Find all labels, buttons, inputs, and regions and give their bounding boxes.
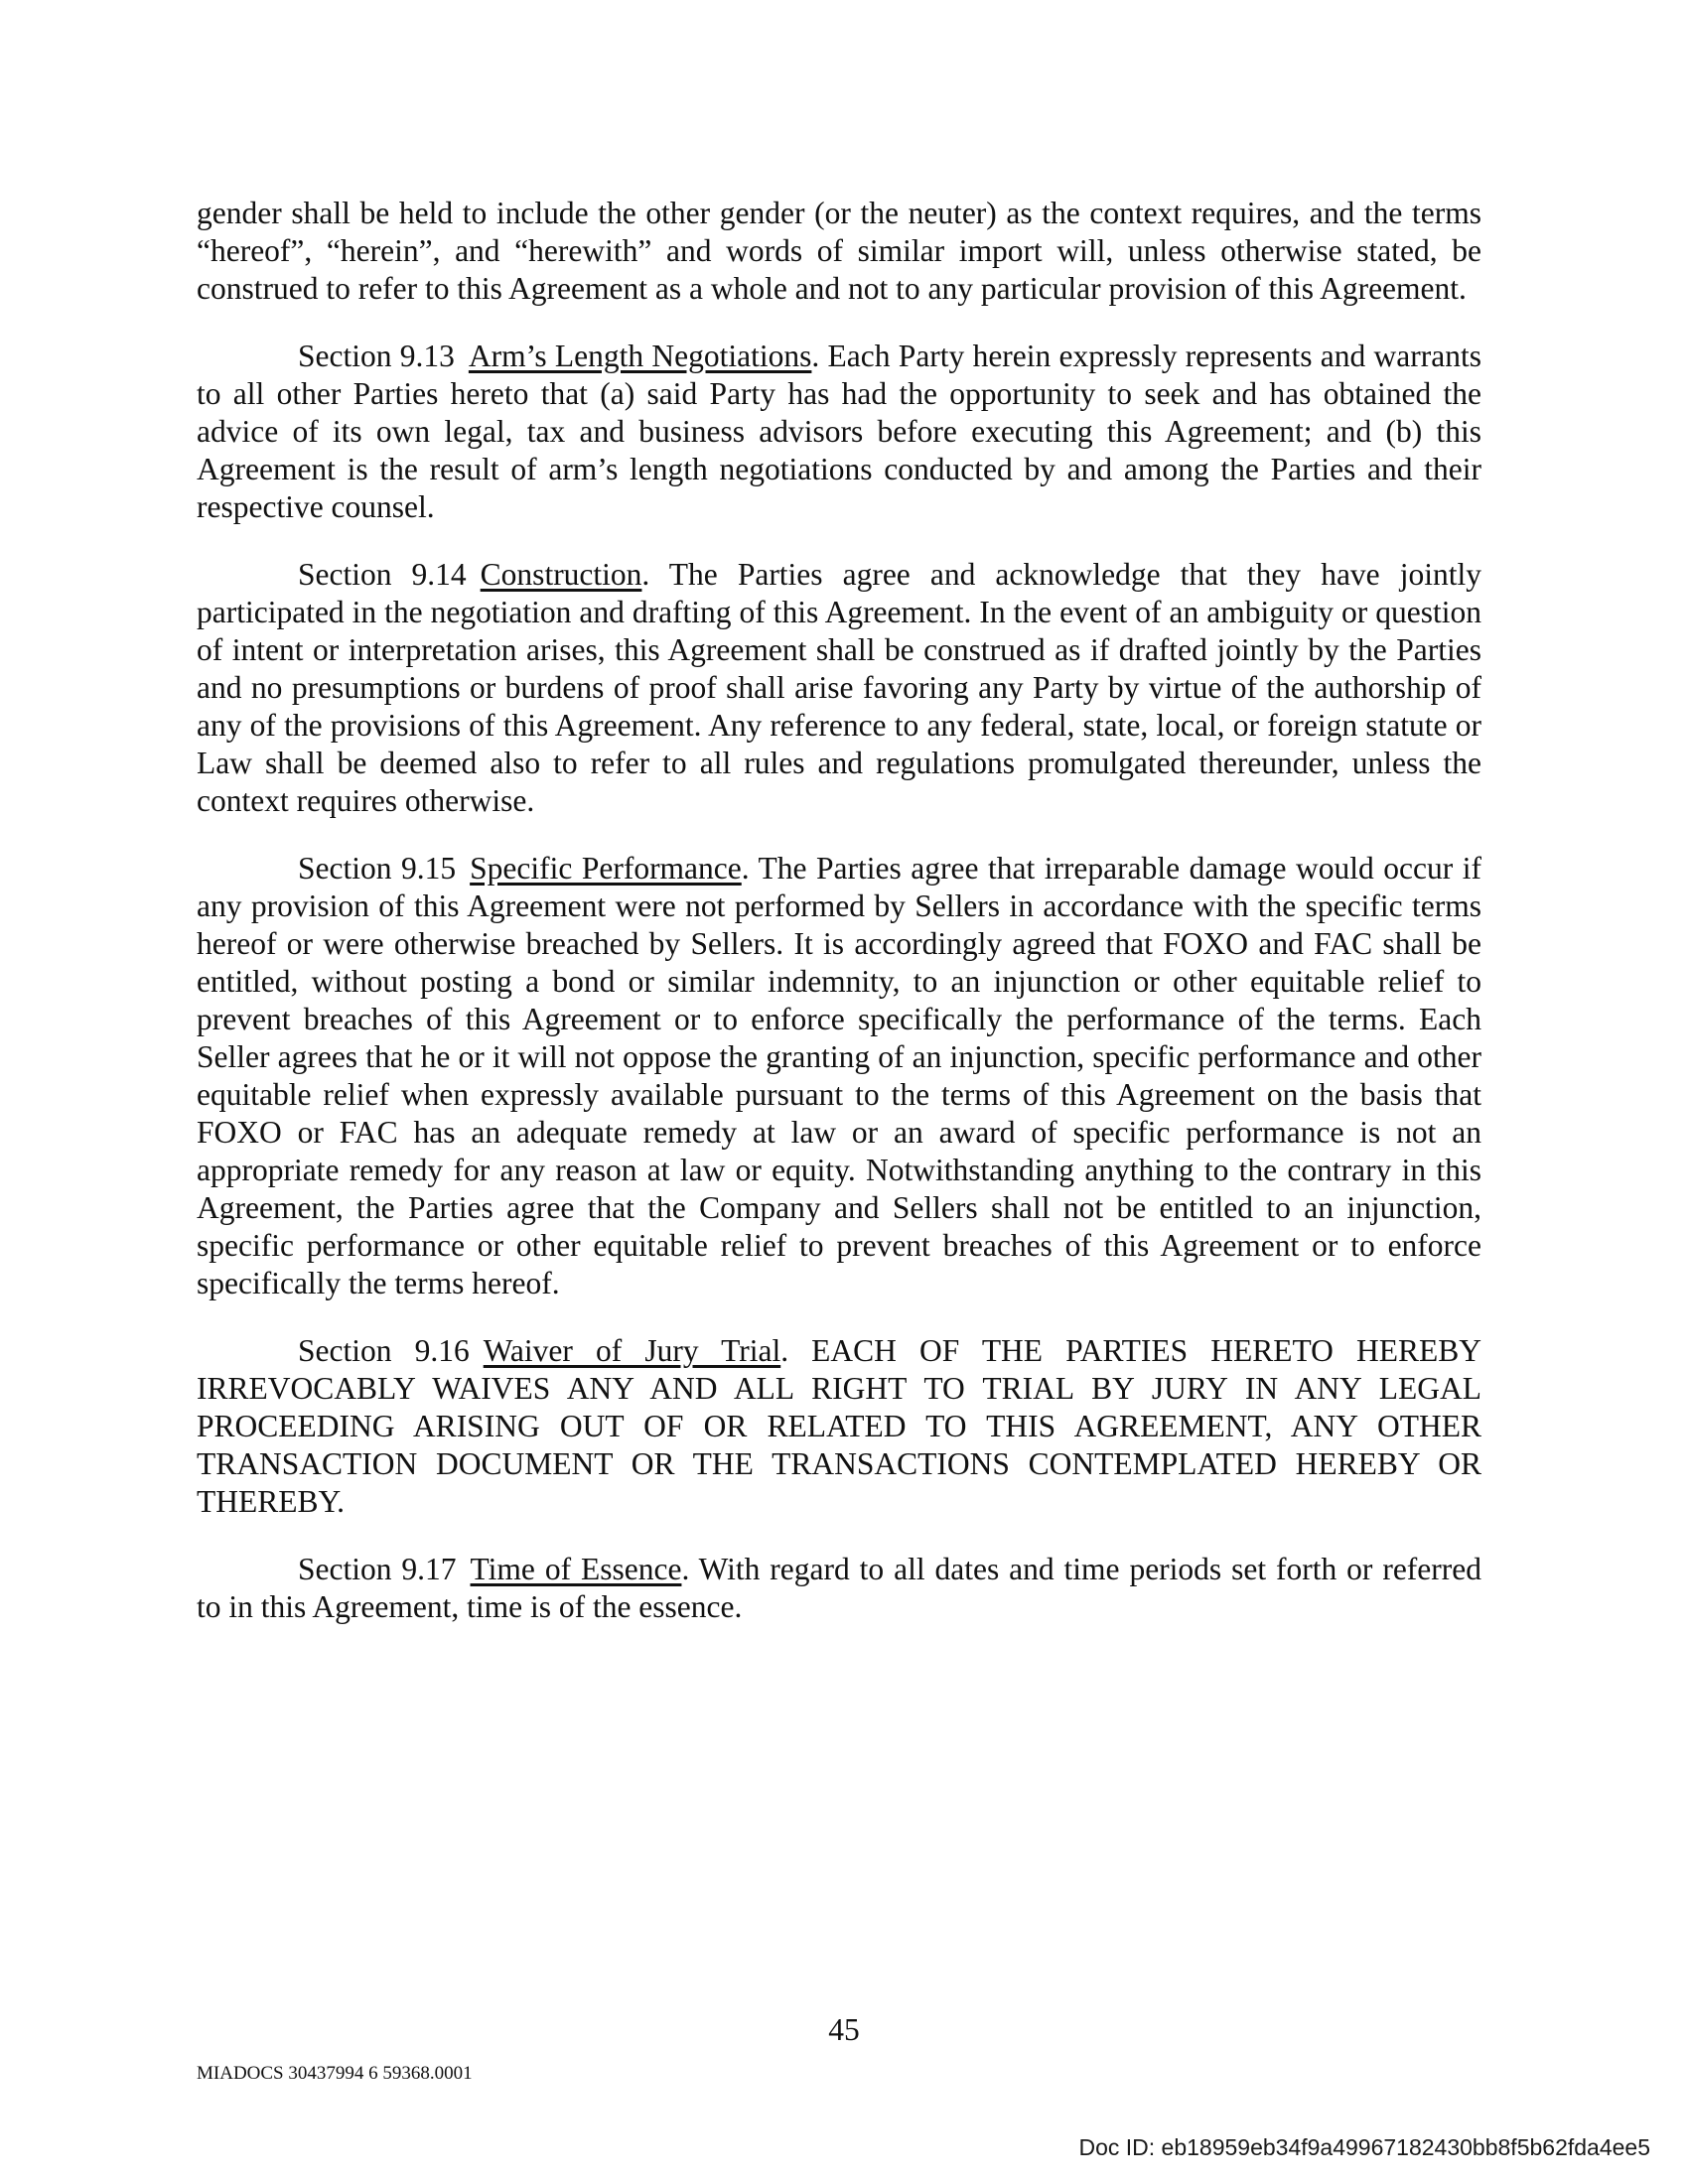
section-body: . EACH OF THE PARTIES HERETO HEREBY IRREVOCABLY WAIVES ANY AND ALL RIGHT TO TRIAL BY JURY IN ANY LEGAL PROCEEDING ARISING OUT OF OR RELATED TO THIS AGREEMENT, ANY OTHER TRANSACTION DOCUMENT OR THE TRANSACTIONS CONTEMPLATED HEREBY OR THEREBY. — [197, 1333, 1481, 1519]
section-9-13 — [197, 338, 1481, 526]
intro-paragraph: gender shall be held to include the other gender (or the neuter) as the context requires, and the terms “hereof”, “herein”, and “herewith” and words of similar import will, unless otherwise stated, be construed to refer to this Agreement as a whole and not to any particular provision of this Agreement. — [197, 196, 1481, 306]
section-number: Section 9.13 — [298, 339, 455, 373]
doc-id: Doc ID: eb18959eb34f9a49967182430bb8f5b62fda4ee5 — [1078, 2134, 1650, 2160]
section-body: . The Parties agree that irreparable damage would occur if any provision of this Agreement were not performed by Sellers in accordance with the specific terms hereof or were otherwise breached by Sellers. It is accordingly agreed that FOXO and FAC shall be entitled, without posting a bond or similar indemnity, to an injunction or other equitable relief to prevent breaches of this Agreement or to enforce specifically the performance of the terms. Each Seller agrees that he or it will not oppose the granting of an injunction, specific performance and other equitable relief when expressly available pursuant to the terms of this Agreement on the basis that FOXO or FAC has an adequate remedy at law or an award of specific performance is not an appropriate remedy for any reason at law or equity. Notwithstanding anything to the contrary in this Agreement, the Parties agree that the Company and Sellers shall not be entitled to an injunction, specific performance or other equitable relief to prevent breaches of this Agreement or to enforce specifically the terms hereof. — [197, 851, 1481, 1300]
section-number: Section 9.16 — [298, 1333, 470, 1368]
section-body: . With regard to all dates and time periods set forth or referred to in this Agreement, time is of the essence. — [197, 1552, 1481, 1624]
section-body: . Each Party herein expressly represents and warrants to all other Parties hereto that (a) said Party has had the opportunity to seek and has obtained the advice of its own legal, tax and business advisors before executing this Agreement; and (b) this Agreement is the result of arm’s length negotiations conducted by and among the Parties and their respective counsel. — [197, 339, 1481, 524]
section-title: Arm’s Length Negotiations — [468, 339, 812, 373]
section-number: Section 9.14 — [298, 557, 467, 592]
document-reference: MIADOCS 30437994 6 59368.0001 — [197, 2063, 473, 2084]
section-number: Section 9.15 — [298, 851, 457, 886]
document-body — [197, 195, 1481, 1656]
section-9-16 — [197, 1332, 1481, 1521]
section-9-15 — [197, 850, 1481, 1302]
section-9-14 — [197, 556, 1481, 820]
section-title: Construction — [480, 557, 642, 592]
section-9-17 — [197, 1551, 1481, 1626]
page-number: 45 — [828, 2012, 860, 2047]
section-title: Specific Performance — [470, 851, 742, 886]
section-title: Waiver of Jury Trial — [483, 1333, 781, 1368]
section-body: . The Parties agree and acknowledge that they have jointly participated in the negotiation and drafting of this Agreement. In the event of an ambiguity or question of intent or interpretation arises, this Agreement shall be construed as if drafted jointly by the Parties and no presumptions or burdens of proof shall arise favoring any Party by virtue of the authorship of any of the provisions of this Agreement. Any reference to any federal, state, local, or foreign statute or Law shall be deemed also to refer to all rules and regulations promulgated thereunder, unless the context requires otherwise. — [197, 557, 1481, 818]
section-title: Time of Essence — [470, 1552, 682, 1586]
section-number: Section 9.17 — [298, 1552, 457, 1586]
